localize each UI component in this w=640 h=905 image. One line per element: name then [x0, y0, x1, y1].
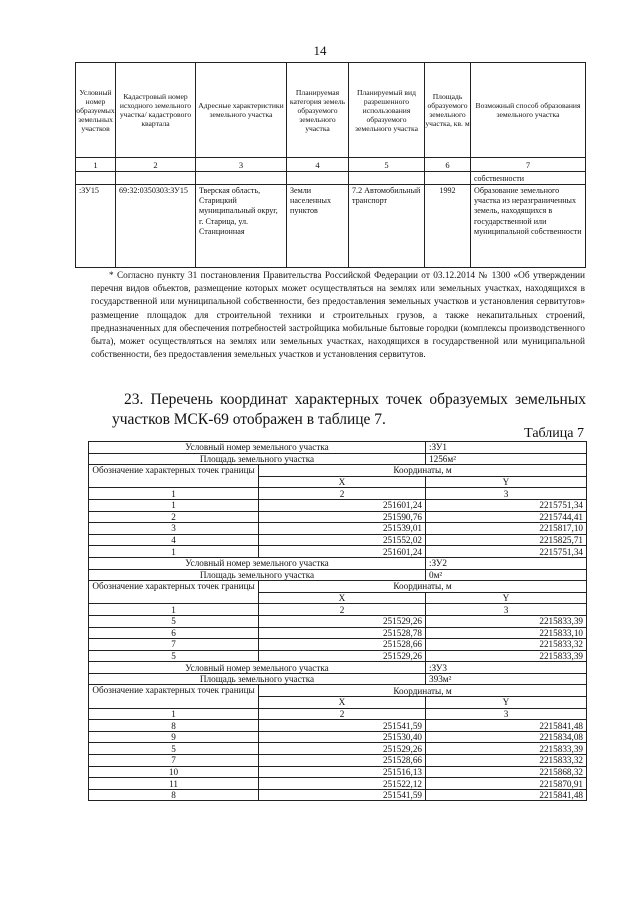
y-coordinate: 2215841,48	[426, 720, 587, 732]
point-label: Обозначение характерных точек границы	[89, 581, 259, 604]
y-coordinate: 2215751,34	[426, 546, 587, 558]
coordinates-table	[88, 441, 587, 801]
plot-number-row	[89, 557, 587, 569]
point-number: 5	[89, 615, 259, 627]
header-address: Адресные характеристики земельного участка	[196, 63, 287, 158]
table-row	[89, 615, 587, 627]
plot-area-value: 0м²	[426, 569, 587, 581]
point-number: 2	[89, 511, 259, 523]
x-coordinate: 251528,66	[259, 639, 426, 651]
point-number: 8	[89, 720, 259, 732]
y-coordinate: 2215825,71	[426, 534, 587, 546]
plot-number-label: Условный номер земельного участка	[89, 557, 426, 569]
x-coordinate: 251541,59	[259, 789, 426, 801]
y-label: Y	[426, 697, 587, 709]
address-cell: Тверская область, Старицкий муниципальный округ, г. Старица, ул. Станционная	[196, 185, 287, 268]
point-label: Обозначение характерных точек границы	[89, 465, 259, 488]
plot-number-row	[89, 442, 587, 454]
x-coordinate: 251529,26	[259, 743, 426, 755]
point-number: 11	[89, 778, 259, 790]
y-coordinate: 2215751,34	[426, 499, 587, 511]
table-row	[76, 185, 586, 268]
x-coordinate: 251601,24	[259, 546, 426, 558]
table-row	[89, 720, 587, 732]
plot-area-row	[89, 673, 587, 685]
x-coordinate: 251601,24	[259, 499, 426, 511]
column-number: 2	[116, 158, 196, 172]
column-number: 1	[89, 604, 259, 616]
table-row	[89, 639, 587, 651]
header-land-category: Планируемая категория земель образуемого земельного участка	[287, 63, 349, 158]
point-number: 3	[89, 523, 259, 535]
table-row	[89, 755, 587, 767]
point-number: 1	[89, 546, 259, 558]
y-label: Y	[426, 592, 587, 604]
carryover-text: собственности	[471, 172, 586, 185]
x-label: X	[259, 592, 426, 604]
table-row	[89, 650, 587, 662]
x-label: X	[259, 476, 426, 488]
header-formation-method: Возможный способ образования земельного участка	[471, 63, 586, 158]
table-row	[89, 546, 587, 558]
table-row	[89, 499, 587, 511]
column-number: 2	[259, 708, 426, 720]
coordinates-label: Координаты, м	[259, 685, 587, 697]
area-cell: 1992	[425, 185, 471, 268]
plot-number-row	[89, 662, 587, 674]
point-label: Обозначение характерных точек границы	[89, 685, 259, 708]
coordinates-header-row	[89, 685, 587, 697]
table-row	[89, 766, 587, 778]
footnote: * Согласно пункту 31 постановления Правительства Российской Федерации от 03.12.2014 № 1300 «Об утверждении перечня видов объектов, размещение которых может осуществляться на землях или земельных участках, находящихся в государственной или муниципальной собственности, без предоставления земельных участков и установления сервитутов» размещение площадок для строительной техники и строительных грузов, а также некапитальных строений, предназначенных для обеспечения потребностей застройщика мобильные бытовые городки (комплексы производственного быта), может осуществляться на землях или земельных участках, находящихся в государственной или муниципальной собственности, без предоставления земельных участков и установления сервитутов.	[91, 271, 585, 361]
header-permitted-use: Планируемый вид разрешенного использования образуемого земельного участка	[349, 63, 425, 158]
header-plot-number: Условный номер образуемых земельных участков	[76, 63, 116, 158]
table-row	[89, 523, 587, 535]
table-row	[89, 743, 587, 755]
y-coordinate: 2215744,41	[426, 511, 587, 523]
table-row	[89, 627, 587, 639]
table-row	[89, 789, 587, 801]
cadastral-cell: 69:32:0350303:ЗУ15	[116, 185, 196, 268]
column-number: 3	[426, 604, 587, 616]
point-number: 7	[89, 755, 259, 767]
column-number: 1	[76, 158, 116, 172]
y-coordinate: 2215833,39	[426, 743, 587, 755]
y-label: Y	[426, 476, 587, 488]
x-coordinate: 251590,76	[259, 511, 426, 523]
x-coordinate: 251541,59	[259, 720, 426, 732]
y-coordinate: 2215833,39	[426, 615, 587, 627]
column-number-row	[89, 708, 587, 720]
x-coordinate: 251528,78	[259, 627, 426, 639]
x-coordinate: 251539,01	[259, 523, 426, 535]
column-number: 3	[426, 708, 587, 720]
column-number: 2	[259, 488, 426, 500]
plot-area-value: 1256м²	[426, 453, 587, 465]
coordinates-label: Координаты, м	[259, 465, 587, 477]
plot-number-cell: :ЗУ15	[76, 185, 116, 268]
x-coordinate: 251522,12	[259, 778, 426, 790]
plot-number-value: :ЗУ3	[426, 662, 587, 674]
plot-area-value: 393м²	[426, 673, 587, 685]
x-coordinate: 251552,02	[259, 534, 426, 546]
column-number: 1	[89, 708, 259, 720]
column-number: 1	[89, 488, 259, 500]
x-coordinate: 251529,26	[259, 650, 426, 662]
point-number: 10	[89, 766, 259, 778]
x-coordinate: 251516,13	[259, 766, 426, 778]
header-source-cadastral: Кадастровый номер исходного земельного участка/ кадастрового квартала	[116, 63, 196, 158]
point-number: 5	[89, 743, 259, 755]
table-row	[89, 731, 587, 743]
x-coordinate: 251529,26	[259, 615, 426, 627]
y-coordinate: 2215868,32	[426, 766, 587, 778]
table-row	[89, 511, 587, 523]
coordinates-header-row	[89, 581, 587, 593]
plot-number-value: :ЗУ2	[426, 557, 587, 569]
column-number: 5	[349, 158, 425, 172]
table-row	[89, 778, 587, 790]
plot-area-row	[89, 453, 587, 465]
use-cell: 7.2 Автомобильный транспорт	[349, 185, 425, 268]
point-number: 4	[89, 534, 259, 546]
y-coordinate: 2215834,08	[426, 731, 587, 743]
point-number: 5	[89, 650, 259, 662]
point-number: 6	[89, 627, 259, 639]
plot-number-label: Условный номер земельного участка	[89, 662, 426, 674]
y-coordinate: 2215833,10	[426, 627, 587, 639]
column-number: 4	[287, 158, 349, 172]
column-number-row	[89, 488, 587, 500]
page-number: 14	[313, 43, 327, 58]
x-label: X	[259, 697, 426, 709]
table-row	[89, 534, 587, 546]
point-number: 8	[89, 789, 259, 801]
plot-number-label: Условный номер земельного участка	[89, 442, 426, 454]
point-number: 1	[89, 499, 259, 511]
plot-number-value: :ЗУ1	[426, 442, 587, 454]
y-coordinate: 2215870,91	[426, 778, 587, 790]
column-number: 3	[196, 158, 287, 172]
coordinates-header-row	[89, 465, 587, 477]
column-number: 3	[426, 488, 587, 500]
column-number: 7	[471, 158, 586, 172]
header-area: Площадь образуемого земельного участка, кв. м	[425, 63, 471, 158]
land-plot-table	[75, 62, 586, 268]
section-heading: 23. Перечень координат характерных точек образуемых земельных участков МСК-69 отображен в таблице 7.	[112, 391, 586, 428]
method-cell: Образование земельного участка из неразграниченных земель, находящихся в государственной или муниципальной собственности	[471, 185, 586, 268]
coordinates-label: Координаты, м	[259, 581, 587, 593]
plot-area-label: Площадь земельного участка	[89, 569, 426, 581]
column-number: 6	[425, 158, 471, 172]
plot-area-label: Площадь земельного участка	[89, 453, 426, 465]
y-coordinate: 2215833,39	[426, 650, 587, 662]
y-coordinate: 2215817,10	[426, 523, 587, 535]
plot-area-row	[89, 569, 587, 581]
column-number-row	[89, 604, 587, 616]
x-coordinate: 251530,40	[259, 731, 426, 743]
point-number: 7	[89, 639, 259, 651]
table-caption: Таблица 7	[524, 426, 584, 441]
plot-area-label: Площадь земельного участка	[89, 673, 426, 685]
y-coordinate: 2215841,48	[426, 789, 587, 801]
point-number: 9	[89, 731, 259, 743]
y-coordinate: 2215833,32	[426, 639, 587, 651]
x-coordinate: 251528,66	[259, 755, 426, 767]
category-cell: Земли населенных пунктов	[287, 185, 349, 268]
y-coordinate: 2215833,32	[426, 755, 587, 767]
column-number: 2	[259, 604, 426, 616]
